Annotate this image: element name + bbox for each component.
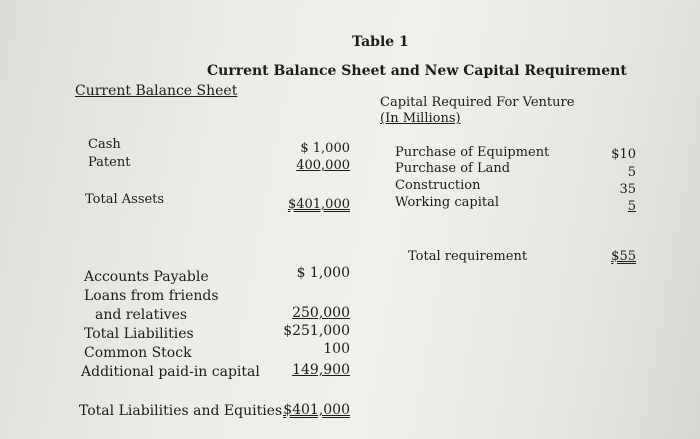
capital-item-value: 35 — [619, 182, 636, 197]
capital-item-label: Construction — [395, 178, 481, 193]
liability-label: Loans from friends — [84, 288, 219, 304]
total-liabilities-value: $251,000 — [283, 323, 350, 339]
capital-item-value: 5 — [627, 165, 636, 180]
asset-value: $ 1,000 — [300, 141, 350, 156]
total-liabilities-equities-value: $401,000 — [283, 402, 350, 418]
liability-label: Accounts Payable — [84, 269, 209, 285]
total-liabilities-equities-label: Total Liabilities and Equities — [79, 403, 283, 419]
liability-value: $ 1,000 — [296, 265, 350, 281]
equity-value: 100 — [323, 341, 350, 357]
equity-label: Additional paid-in capital — [81, 364, 260, 380]
asset-value: 400,000 — [296, 158, 350, 173]
equity-label: Common Stock — [84, 345, 192, 361]
capital-item-value: 5 — [627, 199, 636, 214]
asset-label: Cash — [88, 137, 121, 152]
total-assets-value: $401,000 — [287, 197, 350, 212]
liability-value: 250,000 — [292, 305, 350, 321]
liability-label: and relatives — [95, 307, 188, 323]
capital-item-label: Working capital — [395, 195, 500, 210]
total-liabilities-label: Total Liabilities — [84, 326, 194, 342]
table-label: Table 1 — [352, 34, 409, 50]
asset-label: Patent — [88, 155, 131, 170]
equity-value: 149,900 — [292, 362, 350, 378]
balance-sheet-heading: Current Balance Sheet — [75, 83, 238, 99]
capital-heading-line1: Capital Required For Venture — [380, 95, 575, 110]
capital-item-label: Purchase of Equipment — [395, 145, 550, 160]
table-title: Current Balance Sheet and New Capital Requirement — [207, 63, 627, 79]
total-requirement-value: $55 — [611, 249, 636, 264]
capital-item-value: $10 — [611, 147, 636, 162]
capital-heading-line2: (In Millions) — [380, 111, 461, 126]
total-requirement-label: Total requirement — [408, 249, 528, 264]
total-assets-label: Total Assets — [85, 192, 165, 207]
capital-item-label: Purchase of Land — [395, 161, 511, 176]
